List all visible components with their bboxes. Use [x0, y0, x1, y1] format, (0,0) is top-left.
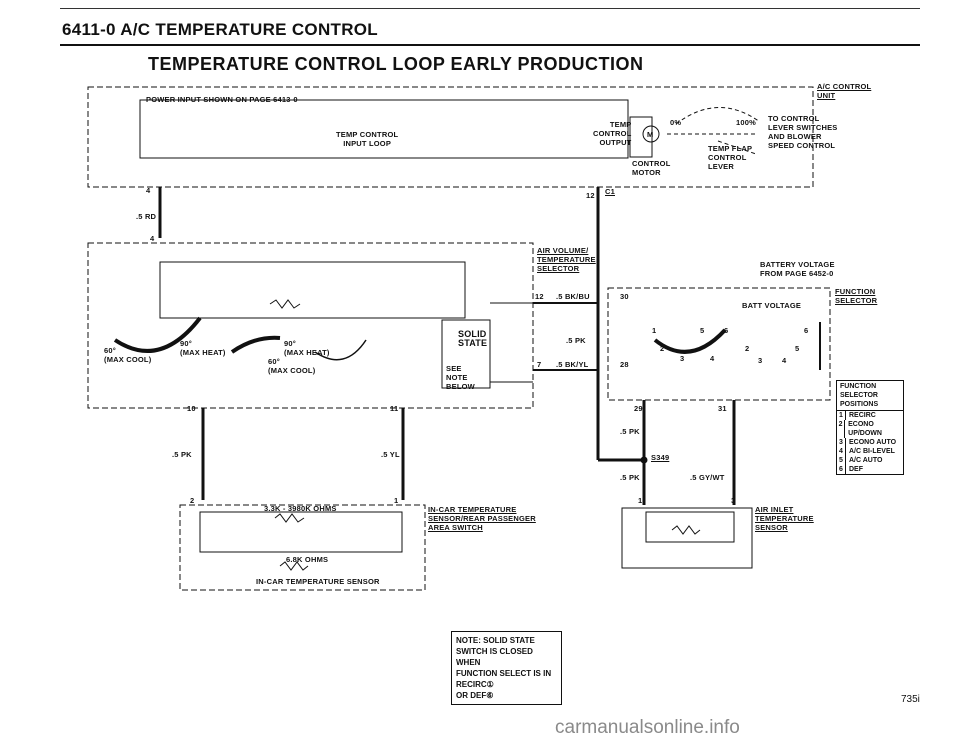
temp-control-input-label: TEMP CONTROL INPUT LOOP	[336, 130, 399, 148]
resistor-fixed-label: 6.8K OHMS	[286, 555, 329, 564]
fs-pin-6: 6	[724, 326, 729, 335]
battery-voltage-label: BATTERY VOLTAGE FROM PAGE 6452-0	[760, 260, 835, 278]
resistor-range	[275, 514, 304, 522]
air-volume-label: AIR VOLUME/ TEMPERATURE SELECTOR	[537, 246, 596, 273]
diagram-subtitle: TEMPERATURE CONTROL LOOP EARLY PRODUCTION	[148, 54, 644, 74]
figure-number: 735i	[901, 694, 920, 705]
power-input-label: POWER INPUT SHOWN ON PAGE 6413-0	[146, 95, 298, 104]
fs-pin-4: 4	[710, 354, 715, 363]
pin-4a: 4	[146, 186, 151, 195]
ac-control-unit-label: A/C CONTROL UNIT	[817, 82, 872, 100]
wire-5pk-a-label: .5 PK	[566, 336, 586, 345]
air-inlet-sensor-box	[622, 508, 752, 568]
fs-pin-5: 5	[700, 326, 705, 335]
dial-left-max-cool: (MAX COOL)	[104, 355, 152, 364]
in-car-inner-box	[200, 512, 402, 552]
batt-voltage-label: BATT VOLTAGE	[742, 301, 802, 310]
pin-1: 1	[394, 496, 399, 505]
wire-5pk-b-label: .5 PK	[620, 427, 640, 436]
table-row: 6 DEF	[837, 465, 903, 474]
table-row: 3 ECONO AUTO	[837, 438, 903, 447]
pin-2: 2	[190, 496, 195, 505]
resistor-top	[270, 300, 300, 308]
dial-mid-60: 60°	[268, 357, 280, 366]
air-inlet-label: AIR INLET TEMPERATURE SENSOR	[755, 505, 814, 532]
dial-left-90: 90°	[180, 339, 192, 348]
resistor-range-label: 3.3K - 3980K OHMS	[264, 504, 337, 513]
in-car-temp-label: IN-CAR TEMPERATURE SENSOR/REAR PASSENGER AREA SWITCH	[428, 505, 536, 532]
resistor-inlet	[672, 526, 700, 534]
function-table-header: FUNCTION SELECTOR POSITIONS	[837, 381, 903, 411]
pin-4b: 4	[150, 234, 155, 243]
splice-s349	[641, 457, 647, 463]
inner-loop-box	[160, 262, 465, 318]
pin-31: 31	[718, 404, 727, 413]
dial-left-60: 60°	[104, 346, 116, 355]
input-loop-box	[140, 100, 628, 158]
fs-pin-3: 3	[680, 354, 685, 363]
page-title: 6411-0 A/C TEMPERATURE CONTROL	[62, 20, 378, 39]
fs-pin-1: 1	[652, 326, 657, 335]
solid-state-note: NOTE: SOLID STATE SWITCH IS CLOSED WHEN FUNCTION SELECT IS IN RECIRC① OR DEF⑥	[451, 631, 562, 705]
pct-0-label: 0%	[670, 118, 682, 127]
pct-100-label: 100%	[736, 118, 756, 127]
solid-state-label: SOLID STATE	[458, 329, 488, 348]
pin-1b: 1	[638, 496, 643, 505]
wire-5rd-label: .5 RD	[136, 212, 157, 221]
wire-5bkbu-label: .5 BK/BU	[556, 292, 590, 301]
wire-5pk-c-label: .5 PK	[172, 450, 192, 459]
connector-c1: C1	[605, 187, 615, 196]
pin-11: 11	[390, 404, 399, 413]
pin-30: 30	[620, 292, 629, 301]
in-car-sensor-label: IN-CAR TEMPERATURE SENSOR	[256, 577, 380, 586]
pin-3: 3	[731, 496, 736, 505]
pin-7: 7	[537, 360, 542, 369]
table-row: 4 A/C BI-LEVEL	[837, 447, 903, 456]
fs-pin-2b: 2	[745, 344, 750, 353]
pin-28: 28	[620, 360, 629, 369]
table-row: 2 ECONO UP/DOWN	[838, 421, 882, 437]
function-selector-table	[836, 380, 904, 475]
dial-mid-max-cool: (MAX COOL)	[268, 366, 316, 375]
temp-flap-label: TEMP FLAP CONTROL LEVER	[708, 144, 753, 171]
watermark: carmanualsonline.info	[555, 717, 740, 738]
function-selector-dial	[655, 330, 725, 352]
pin-12: 12	[586, 191, 595, 200]
fs-pin-6b: 6	[804, 326, 809, 335]
table-row: 5 A/C AUTO	[837, 456, 903, 465]
dial-mid-90: 90°	[284, 339, 296, 348]
fs-pin-4b: 4	[782, 356, 787, 365]
wire-5yl-label: .5 YL	[381, 450, 400, 459]
table-row: 1 RECIRC	[837, 411, 903, 420]
wire-5gywt-label: .5 GY/WT	[690, 473, 725, 482]
pin-29: 29	[634, 404, 643, 413]
see-note-label: SEE NOTE BELOW	[446, 364, 475, 391]
fs-pin-3b: 3	[758, 356, 763, 365]
temp-control-output-label: TEMP CONTROL OUTPUT	[593, 120, 632, 147]
to-control-label: TO CONTROL LEVER SWITCHES AND BLOWER SPEED CONTROL	[768, 114, 838, 150]
dial-left-max-heat: (MAX HEAT)	[180, 348, 226, 357]
motor-letter: M	[647, 130, 654, 139]
fs-pin-2: 2	[660, 344, 665, 353]
splice-s349-label: S349	[651, 453, 670, 462]
control-motor-label: CONTROL MOTOR	[632, 159, 671, 177]
dial-mid-max-heat: (MAX HEAT)	[284, 348, 330, 357]
wire-5bkyl-label: .5 BK/YL	[556, 360, 589, 369]
pin-10: 10	[187, 404, 196, 413]
function-selector-label: FUNCTION SELECTOR	[835, 287, 878, 305]
pin-12b: 12	[535, 292, 544, 301]
fs-pin-5b: 5	[795, 344, 800, 353]
wire-5pk-d-label: .5 PK	[620, 473, 640, 482]
dial-mid	[232, 338, 280, 352]
